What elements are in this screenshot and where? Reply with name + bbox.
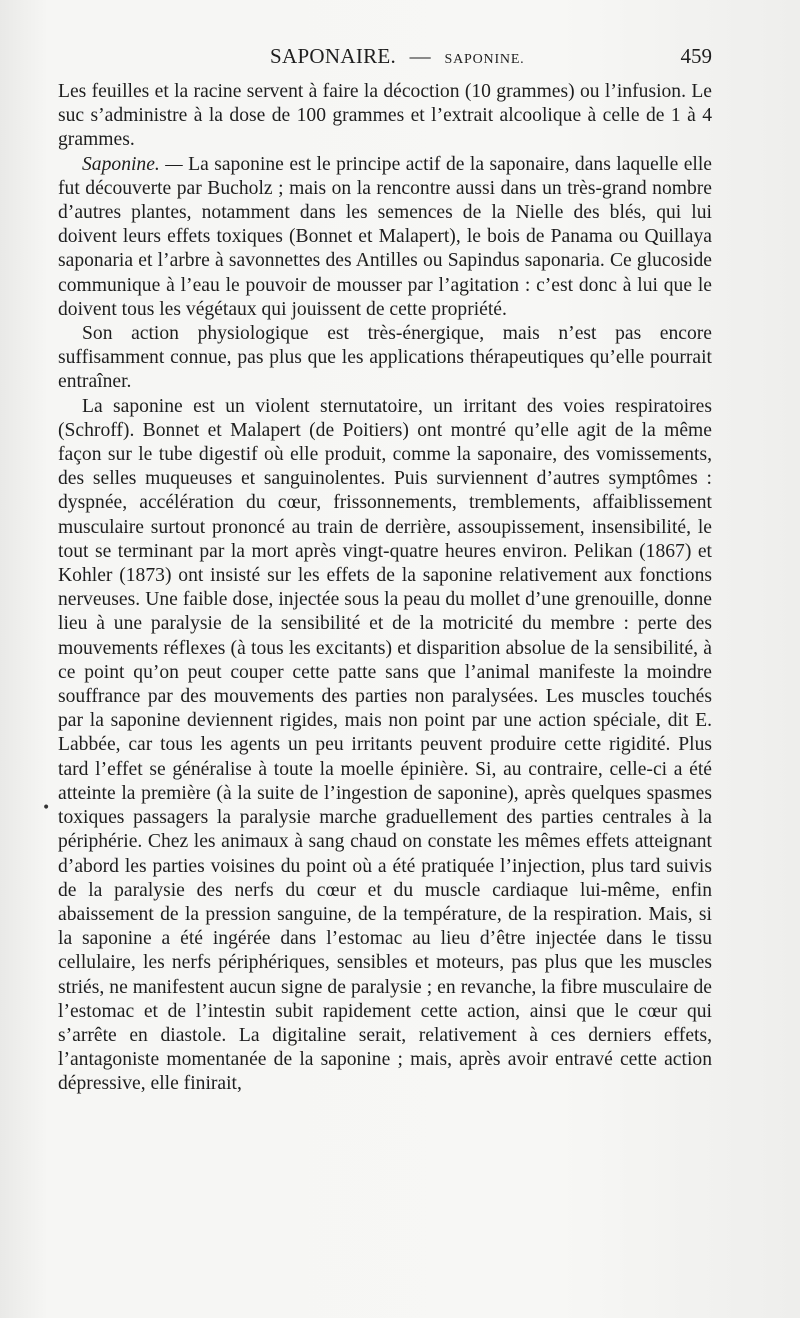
- paragraph-2: [58, 153, 712, 322]
- margin-dot: •: [42, 800, 51, 816]
- page-number: 459: [680, 44, 712, 68]
- running-head-subtitle: SAPONINE.: [444, 52, 525, 67]
- paragraph-2-lead: Saponine. —: [82, 153, 183, 175]
- running-head-title: SAPONAIRE.: [270, 44, 397, 68]
- paragraph-1-text: Les feuilles et la racine servent à faire la décoction (10 grammes) ou l’infusion. Le suc s’administre à la dose de 100 grammes et l’extrait alcoolique à celle de 1 à 4 grammes.: [58, 81, 712, 151]
- page-header: [58, 44, 712, 74]
- paragraph-4-text: La saponine est un violent sternutatoire, un irritant des voies respiratoires (Schroff). Bonnet et Malapert (de Poitiers) ont montré qu’elle agit de la même façon sur le tube digestif où elle produit, comme la saponaire, des vomissements, des selles muqueuses et sanguinolentes. Puis surviennent d’autres symptômes : dyspnée, accélération du cœur, frissonnements, tremblements, affaiblissement musculaire surtout prononcé au train de derrière, assoupissement, insensibilité, le tout se terminant par la mort après vingt-quatre heures environ. Pelikan (1867) et Kohler (1873) ont insisté sur les effets de la saponine relativement aux fonctions nerveuses. Une faible dose, injectée sous la peau du mollet d’une grenouille, donne lieu à une paralysie de la sensibilité et de la motricité du membre : perte des mouvements réflexes (à tous les excitants) et disparition absolue de la sensibilité, à ce point qu’on peut couper cette patte sans que l’animal manifeste la moindre souffrance par des mouvements des parties non paralysées. Les muscles touchés par la saponine deviennent rigides, mais non point par une action spéciale, dit E. Labbée, car tous les agents un peu irritants peuvent produire cette rigidité. Plus tard l’effet se généralise à toute la moelle épinière. Si, au contraire, celle-ci a été atteinte la première (à la suite de l’ingestion de saponine), après quelques spasmes toxiques passagers la paralysie marche graduellement des parties centrales à la périphérie. Chez les animaux à sang chaud on constate les mêmes effets atteignant d’abord les parties voisines du point où a été pratiquée l’injection, plus tard suivis de la paralysie des nerfs du cœur et du muscle cardiaque lui-même, enfin abaissement de la pression sanguine, de la température, de la respiration. Mais, si la saponine a été ingérée dans l’estomac au lieu d’être injectée dans le tissu cellulaire, les nerfs périphériques, sensibles et moteurs, pas plus que les muscles striés, ne manifestent aucun signe de paralysie ; en revanche, la fibre musculaire de l’estomac et de l’intestin subit rapidement cette action, ainsi que le cœur qui s’arrête en diastole. La digitaline serait, relativement à ces derniers effets, l’antagoniste momentanée de la saponine ; mais, après avoir entravé cette action dépressive, elle finirait,: [58, 395, 712, 1095]
- paragraph-3: [58, 322, 712, 395]
- paragraph-4: [58, 395, 712, 1097]
- paragraph-2-text: La saponine est le principe actif de la saponaire, dans laquelle elle fut découverte par Bucholz ; mais on la rencontre aussi dans un très-grand nombre d’autres plantes, notamment dans les semences de la Nielle des blés, qui lui doivent leurs effets toxiques (Bonnet et Malapert), le bois de Panama ou Quillaya saponaria et l’arbre à savonnettes des Antilles ou Sapindus saponaria. Ce glucoside communique à l’eau le pouvoir de mousser par l’agitation : c’est donc à lui que le doivent tous les végétaux qui jouissent de cette propriété.: [58, 153, 712, 320]
- body-text: [58, 80, 712, 1097]
- running-head-dash: —: [409, 44, 431, 68]
- paragraph-1: [58, 80, 712, 153]
- paragraph-3-text: Son action physiologique est très-énergique, mais n’est pas encore suffisamment connue, pas plus que les applications thérapeutiques qu’elle pourrait entraîner.: [58, 323, 712, 393]
- running-head: [270, 44, 524, 69]
